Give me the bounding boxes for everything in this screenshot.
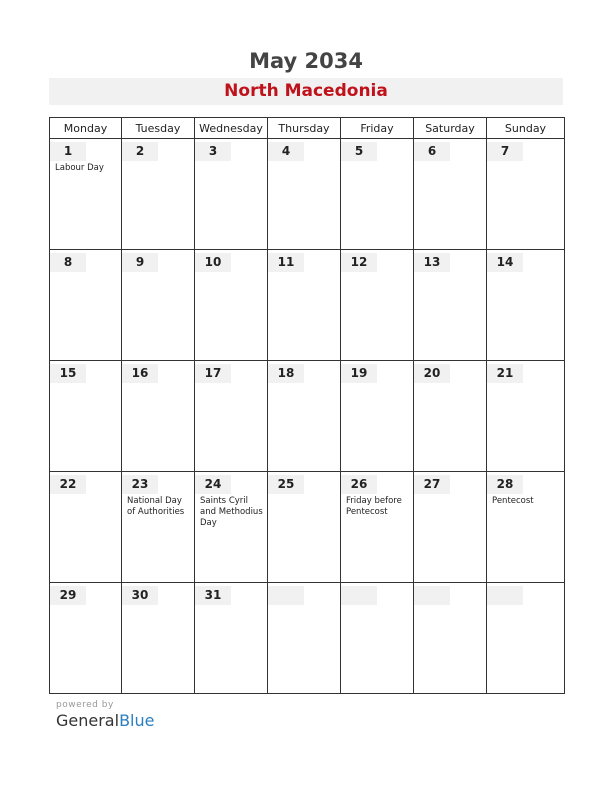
day-number: 20 <box>414 364 450 383</box>
day-cell <box>487 583 565 694</box>
day-cell <box>50 583 122 694</box>
day-cell <box>122 250 195 361</box>
day-number: 30 <box>122 586 158 605</box>
day-cell <box>341 139 414 250</box>
holiday-label: Saints Cyril and Methodius Day <box>200 496 263 528</box>
powered-by-label: powered by <box>56 700 114 710</box>
weekday-saturday: Saturday <box>414 118 487 139</box>
day-cell <box>122 361 195 472</box>
day-cell <box>341 250 414 361</box>
holiday-label: National Day of Authorities <box>127 496 185 517</box>
weekday-tuesday: Tuesday <box>122 118 195 139</box>
week-row <box>50 250 565 361</box>
day-cell <box>50 139 122 250</box>
day-cell <box>122 472 195 583</box>
day-cell <box>195 583 268 694</box>
day-cell <box>414 472 487 583</box>
day-number <box>414 586 450 605</box>
day-cell <box>268 361 341 472</box>
weekday-header-row <box>50 118 565 139</box>
day-cell <box>414 139 487 250</box>
day-number: 21 <box>487 364 523 383</box>
day-number: 5 <box>341 142 377 161</box>
day-number: 1 <box>50 142 86 161</box>
country-name: North Macedonia <box>224 81 388 101</box>
day-cell <box>268 139 341 250</box>
day-cell <box>50 361 122 472</box>
day-cell <box>195 250 268 361</box>
country-banner <box>49 78 563 105</box>
day-number: 9 <box>122 253 158 272</box>
day-cell <box>341 472 414 583</box>
day-number <box>487 586 523 605</box>
weekday-thursday: Thursday <box>268 118 341 139</box>
brand-logo <box>56 711 154 730</box>
day-number: 31 <box>195 586 231 605</box>
calendar-title: May 2034 <box>249 49 363 73</box>
day-number <box>268 586 304 605</box>
day-cell <box>268 472 341 583</box>
footer <box>56 700 154 730</box>
holiday-label: Friday before Pentecost <box>346 496 402 517</box>
day-number: 26 <box>341 475 377 494</box>
weekday-sunday: Sunday <box>487 118 565 139</box>
day-number: 15 <box>50 364 86 383</box>
day-number: 7 <box>487 142 523 161</box>
day-number: 25 <box>268 475 304 494</box>
day-number: 14 <box>487 253 523 272</box>
brand-blue: Blue <box>119 711 155 730</box>
day-number: 13 <box>414 253 450 272</box>
week-row <box>50 583 565 694</box>
day-number: 24 <box>195 475 231 494</box>
day-cell <box>487 250 565 361</box>
day-number: 10 <box>195 253 231 272</box>
week-row <box>50 139 565 250</box>
day-number <box>341 586 377 605</box>
day-cell <box>414 583 487 694</box>
weekday-friday: Friday <box>341 118 414 139</box>
day-number: 18 <box>268 364 304 383</box>
day-number: 8 <box>50 253 86 272</box>
brand-general: General <box>56 711 120 730</box>
day-cell <box>122 139 195 250</box>
day-number: 28 <box>487 475 523 494</box>
weekday-monday: Monday <box>50 118 122 139</box>
day-number: 3 <box>195 142 231 161</box>
day-cell <box>50 472 122 583</box>
day-cell <box>122 583 195 694</box>
day-cell <box>414 361 487 472</box>
weekday-wednesday: Wednesday <box>195 118 268 139</box>
day-cell <box>487 472 565 583</box>
day-number: 27 <box>414 475 450 494</box>
day-cell <box>50 250 122 361</box>
day-number: 17 <box>195 364 231 383</box>
holiday-label: Pentecost <box>492 496 534 506</box>
day-cell <box>341 583 414 694</box>
week-row <box>50 361 565 472</box>
day-number: 29 <box>50 586 86 605</box>
day-cell <box>414 250 487 361</box>
day-cell <box>268 250 341 361</box>
day-cell <box>487 139 565 250</box>
day-cell <box>341 361 414 472</box>
day-number: 6 <box>414 142 450 161</box>
day-cell <box>268 583 341 694</box>
day-cell <box>195 139 268 250</box>
day-number: 11 <box>268 253 304 272</box>
day-number: 16 <box>122 364 158 383</box>
day-number: 19 <box>341 364 377 383</box>
day-number: 22 <box>50 475 86 494</box>
day-cell <box>487 361 565 472</box>
calendar-grid <box>49 117 565 694</box>
day-cell <box>195 361 268 472</box>
day-number: 4 <box>268 142 304 161</box>
week-row <box>50 472 565 583</box>
day-cell <box>195 472 268 583</box>
day-number: 23 <box>122 475 158 494</box>
holiday-label: Labour Day <box>55 163 104 173</box>
day-number: 2 <box>122 142 158 161</box>
day-number: 12 <box>341 253 377 272</box>
